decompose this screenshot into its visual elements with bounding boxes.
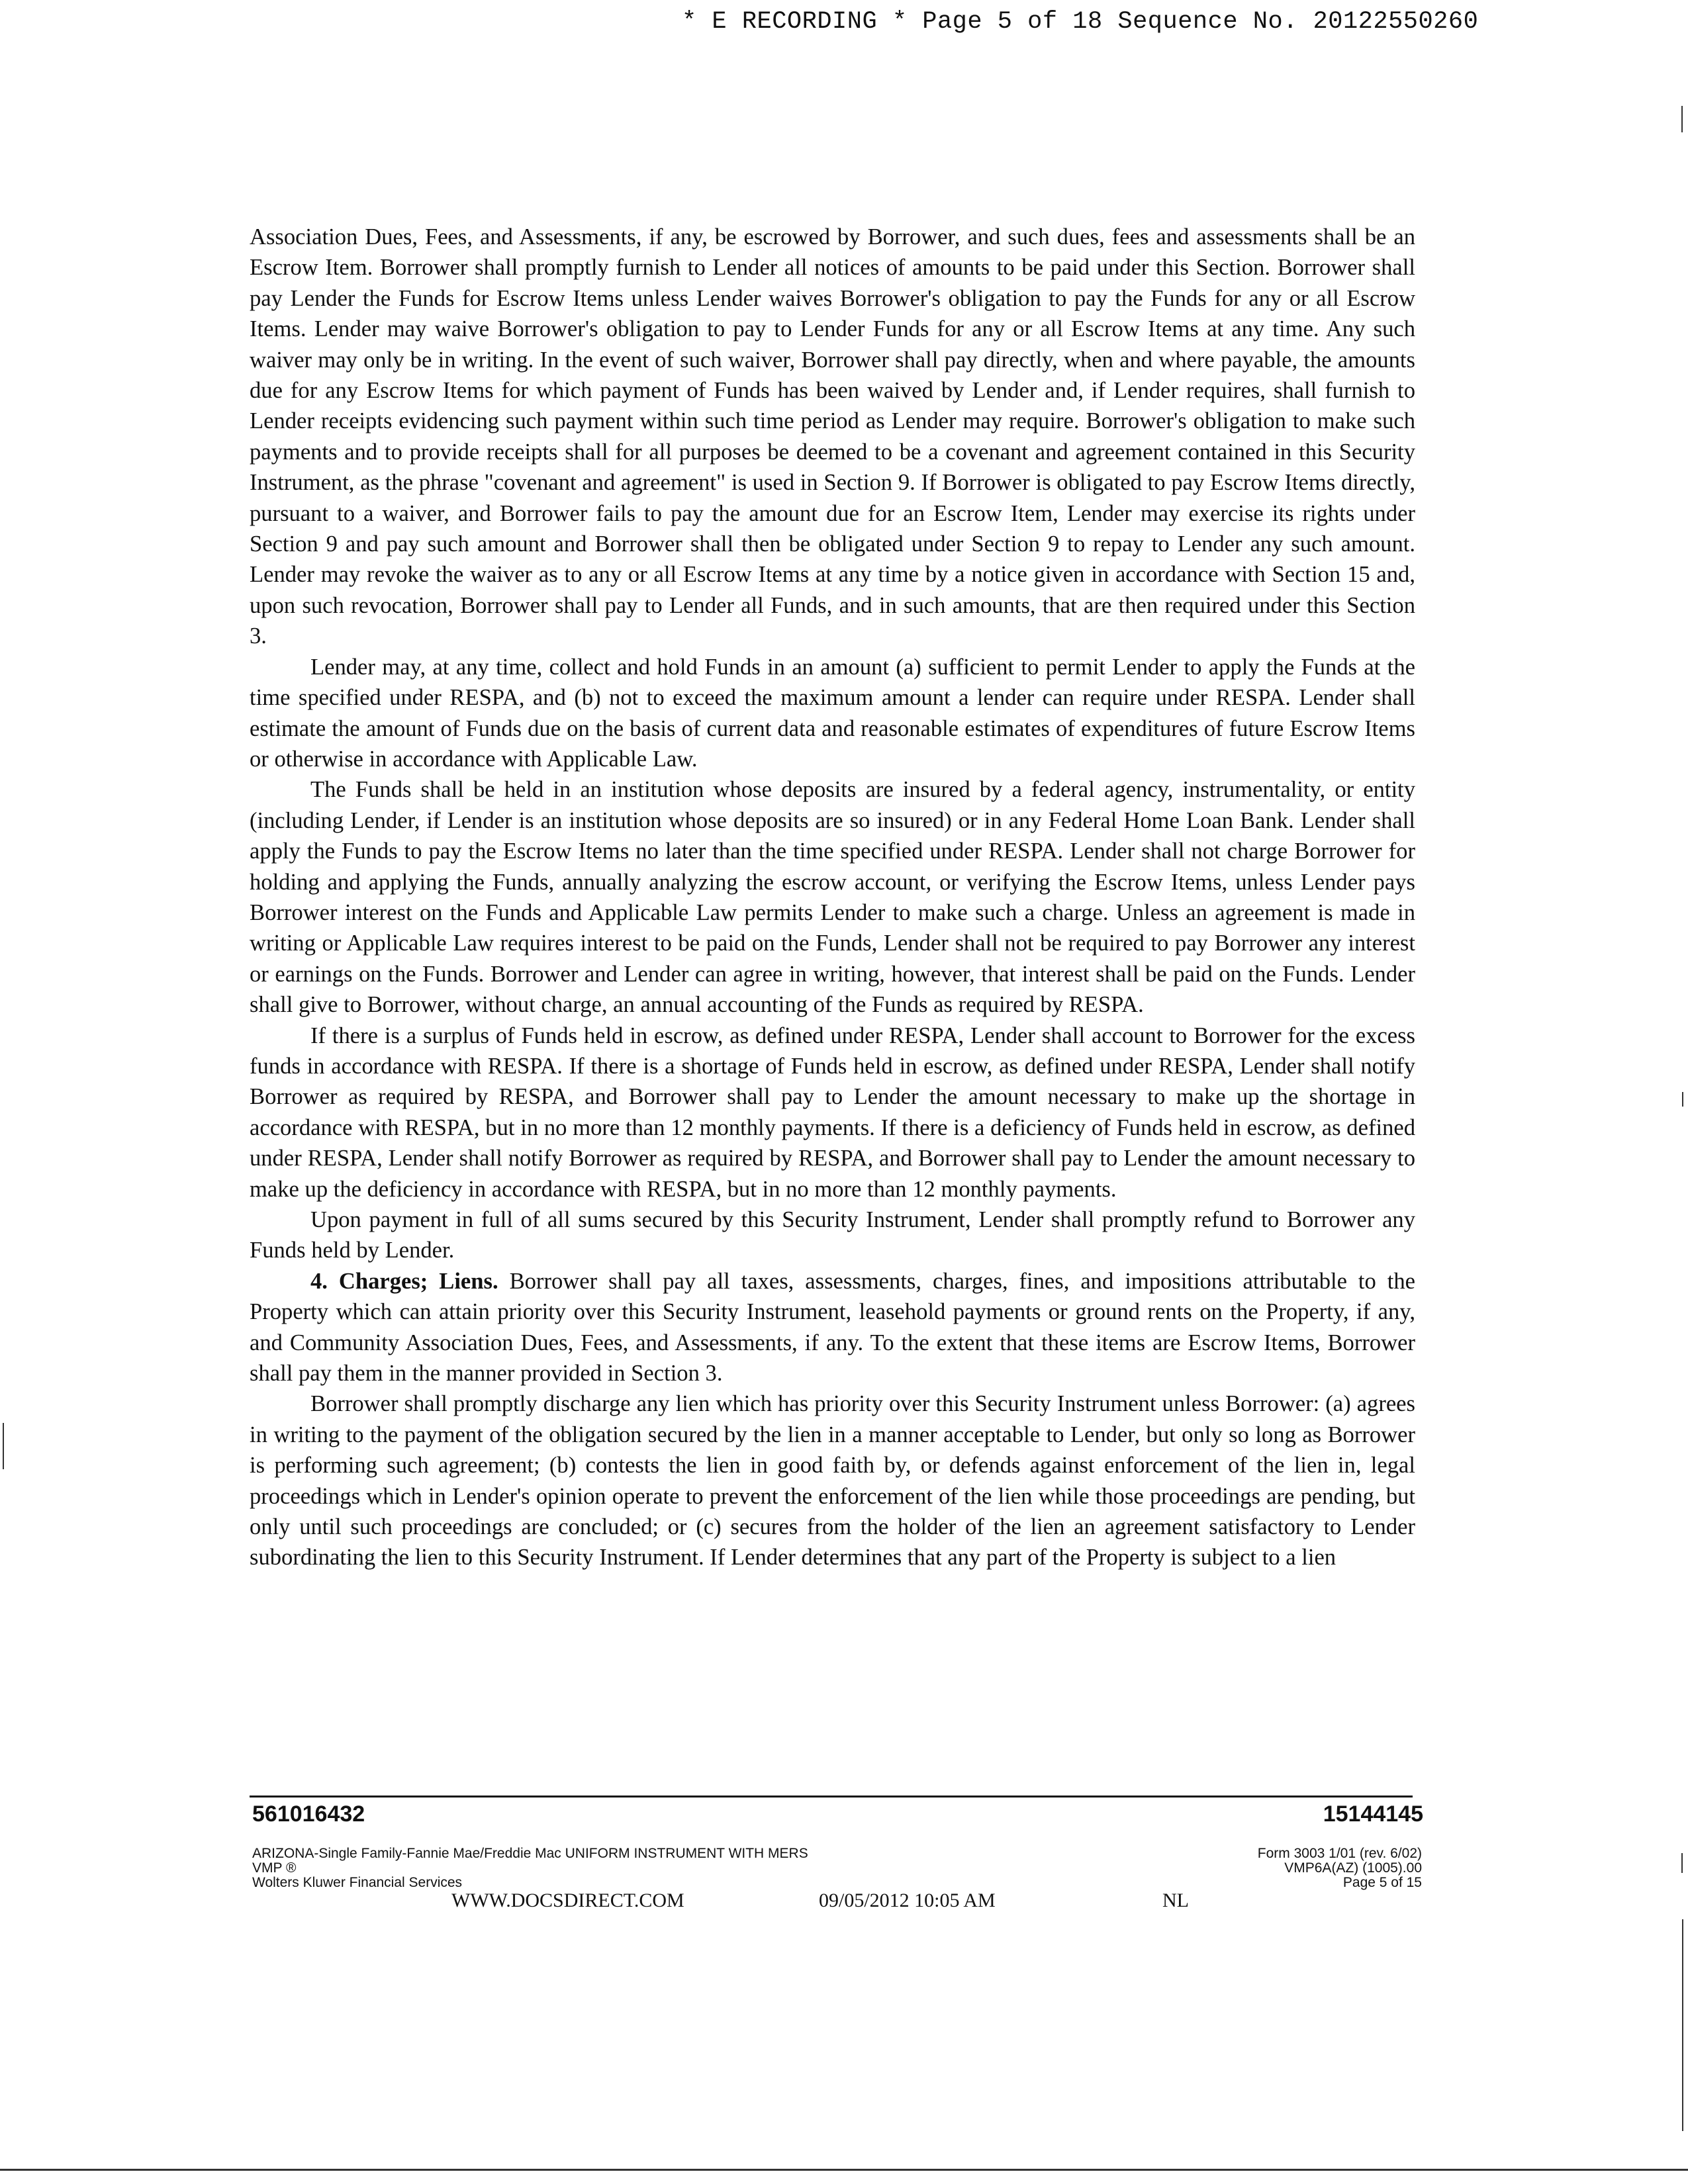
scan-edge-mark <box>1681 106 1683 132</box>
form-page-number: Page 5 of 15 <box>1342 1875 1422 1890</box>
scan-edge-mark <box>3 1423 4 1469</box>
form-number: Form 3003 1/01 (rev. 6/02) <box>1257 1846 1422 1861</box>
docs-website: WWW.DOCSDIRECT.COM <box>451 1889 684 1911</box>
scan-edge-mark <box>1681 1853 1683 1873</box>
paragraph-funds-amount: Lender may, at any time, collect and hold Funds in an amount (a) sufficient to permit Lender to apply the Funds at the time specified under RESPA, and (b) not to exceed the maximum amount a lender can require under RESPA. Lender shall estimate the amount of Funds due on the basis of current data and reasonable estimates of expenditures of future Escrow Items or otherwise in accordance with Applicable Law. <box>250 654 1415 772</box>
form-identifier <box>1258 1846 1422 1890</box>
loan-number-left: 561016432 <box>252 1801 365 1827</box>
document-body <box>250 222 1415 1573</box>
form-publisher: Wolters Kluwer Financial Services <box>252 1875 463 1890</box>
scan-bottom-edge <box>0 2169 1688 2171</box>
initials: NL <box>1162 1889 1189 1911</box>
paragraph-charges-liens <box>250 1266 1415 1389</box>
paragraph-refund: Upon payment in full of all sums secured by this Security Instrument, Lender shall promptly refund to Borrower any Funds held by Lender. <box>250 1207 1415 1263</box>
footer-divider <box>250 1796 1413 1797</box>
paragraph-funds-holding: The Funds shall be held in an institution whose deposits are insured by a federal agency, instrumentality, or entity (including Lender, if Lender is an institution whose deposits are so insured) or in any Federal Home Loan Bank. Lender shall apply the Funds to pay the Escrow Items no later than the time specified under RESPA. Lender shall not charge Borrower for holding and applying the Funds, annually analyzing the escrow account, or verifying the Escrow Items, unless Lender pays Borrower interest on the Funds and Applicable Law permits Lender to make such a charge. Unless an agreement is made in writing or Applicable Law requires interest to be paid on the Funds, Lender shall not be required to pay Borrower any interest or earnings on the Funds. Borrower and Lender can agree in writing, however, that interest shall be paid on the Funds. Lender shall give to Borrower, without charge, an annual accounting of the Funds as required by RESPA. <box>250 777 1415 1018</box>
paragraph-lien-discharge: Borrower shall promptly discharge any lien which has priority over this Security Instrument unless Borrower: (a) agrees in writing to the payment of the obligation secured by the lien in a manner acceptable to Lender, but only so long as Borrower is performing such agreement; (b) contests the lien in good faith by, or defends against enforcement of the lien in, legal proceedings which in Lender's opinion operate to prevent the enforcement of the lien while those proceedings are pending, but only until such proceedings are concluded; or (c) secures from the holder of the lien an agreement satisfactory to Lender subordinating the lien to this Security Instrument. If Lender determines that any part of the Property is subject to a lien <box>250 1391 1415 1570</box>
print-datetime: 09/05/2012 10:05 AM <box>819 1889 996 1911</box>
paragraph-escrow-waiver: Association Dues, Fees, and Assessments, if any, be escrowed by Borrower, and such dues, fees and assessments shall be an Escrow Item. Borrower shall promptly furnish to Lender all notices of amounts to be paid under this Section. Borrower shall pay Lender the Funds for Escrow Items unless Lender waives Borrower's obligation to pay the Funds for any or all Escrow Items. Lender may waive Borrower's obligation to pay to Lender Funds for any or all Escrow Items at any time. Any such waiver may only be in writing. In the event of such waiver, Borrower shall pay directly, when and where payable, the amounts due for any Escrow Items for which payment of Funds has been waived by Lender and, if Lender requires, shall furnish to Lender receipts evidencing such payment within such time period as Lender may require. Borrower's obligation to make such payments and to provide receipts shall for all purposes be deemed to be a covenant and agreement contained in this Security Instrument, as the phrase "covenant and agreement" is used in Section 9. If Borrower is obligated to pay Escrow Items directly, pursuant to a waiver, and Borrower fails to pay the amount due for an Escrow Item, Lender may exercise its rights under Section 9 and pay such amount and Borrower shall then be obligated under Section 9 to repay to Lender any such amount. Lender may revoke the waiver as to any or all Escrow Items at any time by a notice given in accordance with Section 15 and, upon such revocation, Borrower shall pay to Lender all Funds, and in such amounts, that are then required under this Section 3. <box>250 224 1415 649</box>
form-description <box>252 1846 808 1890</box>
loan-number-right: 15144145 <box>1323 1801 1423 1827</box>
form-title: ARIZONA-Single Family-Fannie Mae/Freddie Mac UNIFORM INSTRUMENT WITH MERS <box>252 1846 808 1861</box>
scan-edge-mark <box>1682 1919 1683 2131</box>
form-vendor: VMP ® <box>252 1860 297 1876</box>
paragraph-surplus-shortage: If there is a surplus of Funds held in escrow, as defined under RESPA, Lender shall account to Borrower for the excess funds in accordance with RESPA. If there is a shortage of Funds held in escrow, as defined under RESPA, Lender shall notify Borrower as required by RESPA, and Borrower shall pay to Lender the amount necessary to make up the shortage in accordance with RESPA, but in no more than 12 monthly payments. If there is a deficiency of Funds held in escrow, as defined under RESPA, Lender shall notify Borrower as required by RESPA, and Borrower shall pay to Lender the amount necessary to make up the deficiency in accordance with RESPA, but in no more than 12 monthly payments. <box>250 1023 1415 1202</box>
section-heading-charges-liens: 4. Charges; Liens. <box>310 1268 498 1294</box>
form-code: VMP6A(AZ) (1005).00 <box>1284 1860 1422 1876</box>
recording-stamp: * E RECORDING * Page 5 of 18 Sequence No. 20122550260 <box>682 8 1479 36</box>
charges-liens-text: Borrower shall pay all taxes, assessments, charges, fines, and impositions attributable to the Property which can attain priority over this Security Instrument, leasehold payments or ground rents on the Property, if any, and Community Association Dues, Fees, and Assessments, if any. To the extent that these items are Escrow Items, Borrower shall pay them in the manner provided in Section 3. <box>250 1268 1416 1387</box>
scan-edge-mark <box>1682 1092 1683 1107</box>
